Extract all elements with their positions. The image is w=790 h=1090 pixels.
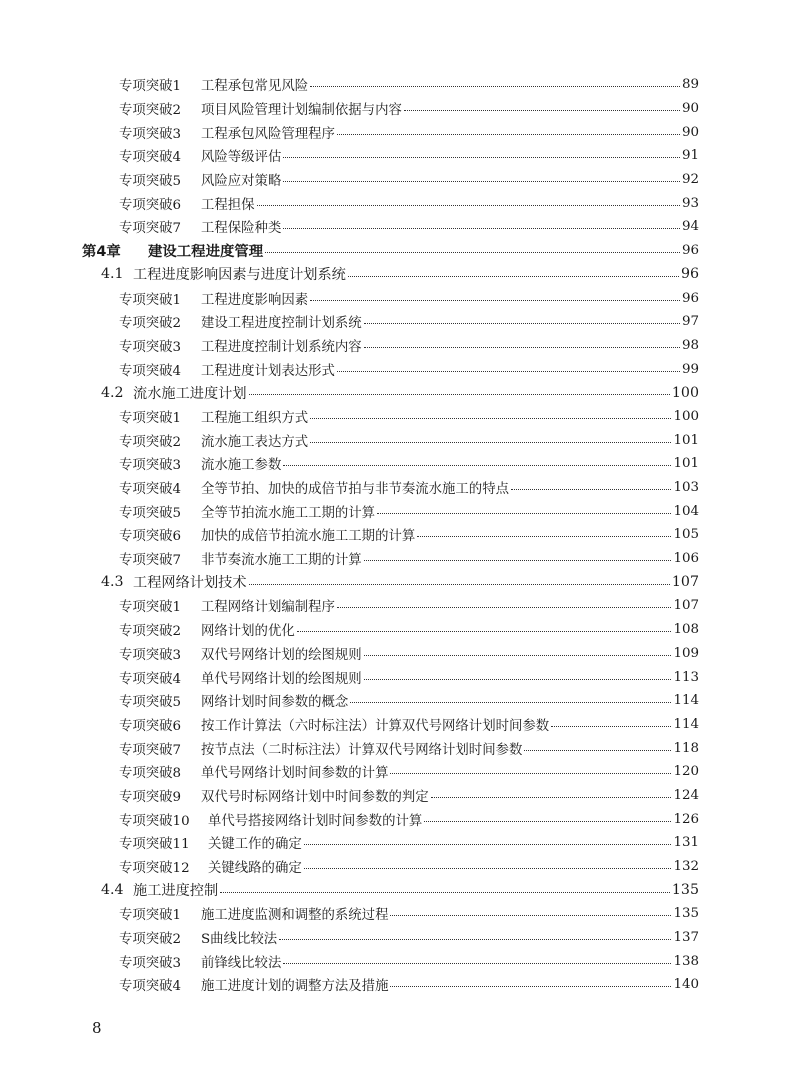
toc-leader-dots	[279, 939, 671, 940]
toc-leader-dots	[249, 394, 670, 395]
toc-leader-dots	[310, 300, 680, 301]
toc-entry-number: 专项突破7	[119, 742, 182, 758]
toc-entry-title: 按工作计算法（六时标注法）计算双代号网络计划时间参数	[201, 718, 550, 734]
toc-leader-dots	[364, 347, 680, 348]
toc-entry-title: 关键线路的确定	[208, 861, 302, 877]
toc-section-entry[interactable]	[0, 263, 790, 287]
toc-entry-page: 140	[673, 977, 699, 993]
toc-entry-number: 专项突破9	[119, 789, 182, 805]
toc-leader-dots	[337, 371, 680, 372]
toc-entry-page: 105	[673, 527, 699, 543]
toc-entry-title: 全等节拍流水施工工期的计算	[201, 505, 376, 521]
toc-entry-page: 118	[673, 740, 699, 756]
toc-entry-title: 工程进度影响因素与进度计划系统	[133, 267, 346, 284]
toc-leader-dots	[364, 655, 672, 656]
toc-entry-title: S曲线比较法	[201, 932, 278, 948]
toc-entry-page: 107	[673, 598, 699, 614]
toc-leader-dots	[524, 750, 671, 751]
toc-entry-page: 99	[681, 361, 699, 377]
toc-entry-number: 专项突破3	[119, 955, 182, 971]
toc-entry-label	[119, 668, 362, 687]
toc-topic-entry[interactable]	[0, 499, 790, 523]
toc-entry-number: 专项突破6	[119, 529, 182, 545]
toc-entry-page: 114	[673, 716, 699, 732]
toc-entry-number: 专项突破2	[119, 624, 182, 640]
toc-topic-entry[interactable]	[0, 452, 790, 476]
toc-leader-dots	[304, 868, 672, 869]
toc-leader-dots	[283, 963, 671, 964]
toc-leader-dots	[297, 631, 672, 632]
toc-entry-title: 风险应对策略	[201, 174, 282, 190]
toc-entry-label	[119, 289, 308, 308]
toc-topic-entry[interactable]	[0, 760, 790, 784]
toc-entry-page: 93	[681, 195, 699, 211]
toc-entry-title: 施工进度控制	[133, 883, 219, 900]
toc-entry-number: 4.1	[101, 266, 124, 283]
toc-entry-title: 工程进度控制计划系统内容	[201, 339, 362, 355]
toc-leader-dots	[417, 536, 671, 537]
toc-entry-label	[119, 525, 415, 544]
toc-entry-number: 专项突破4	[119, 979, 182, 995]
toc-entry-page: 96	[680, 266, 699, 283]
toc-entry-number: 专项突破3	[119, 126, 182, 142]
toc-entry-page: 100	[673, 408, 699, 424]
toc-leader-dots	[265, 252, 680, 253]
toc-topic-entry[interactable]	[0, 949, 790, 973]
toc-entry-title: 网络计划时间参数的概念	[201, 695, 349, 711]
toc-entry-number: 专项突破6	[119, 197, 182, 213]
toc-leader-dots	[310, 86, 680, 87]
toc-entry-number: 专项突破11	[119, 837, 190, 853]
toc-leader-dots	[431, 797, 672, 798]
toc-topic-entry[interactable]	[0, 713, 790, 737]
toc-entry-page: 97	[681, 314, 699, 330]
toc-topic-entry[interactable]	[0, 973, 790, 997]
toc-topic-entry[interactable]	[0, 784, 790, 808]
toc-topic-entry[interactable]	[0, 926, 790, 950]
toc-entry-page: 126	[673, 811, 699, 827]
toc-entry-title: 流水施工参数	[201, 458, 282, 474]
toc-entry-page: 92	[681, 172, 699, 188]
toc-entry-label	[119, 146, 281, 165]
toc-leader-dots	[350, 702, 671, 703]
toc-entry-page: 137	[673, 930, 699, 946]
toc-entry-label	[101, 572, 247, 592]
toc-entry-title: 工程网络计划技术	[133, 575, 247, 592]
toc-entry-label	[119, 857, 302, 876]
toc-topic-entry[interactable]	[0, 334, 790, 358]
toc-leader-dots	[404, 110, 680, 111]
toc-entry-label	[119, 75, 308, 94]
toc-entry-label	[82, 240, 263, 261]
toc-topic-entry[interactable]	[0, 476, 790, 500]
toc-leader-dots	[310, 418, 671, 419]
toc-leader-dots	[283, 228, 680, 229]
toc-entry-label	[101, 264, 346, 284]
toc-entry-label	[101, 383, 247, 403]
toc-entry-title: 流水施工进度计划	[133, 385, 247, 402]
toc-entry-label	[119, 360, 335, 379]
toc-entry-number: 专项突破1	[119, 410, 182, 426]
toc-entry-label	[119, 691, 348, 710]
toc-entry-title: 网络计划的优化	[201, 624, 295, 640]
toc-entry-title: 风险等级评估	[201, 150, 282, 166]
toc-leader-dots	[337, 607, 672, 608]
toc-section-entry[interactable]	[0, 878, 790, 902]
toc-entry-title: 工程担保	[201, 197, 255, 213]
toc-leader-dots	[364, 323, 680, 324]
toc-entry-label	[119, 407, 308, 426]
toc-section-entry[interactable]	[0, 381, 790, 405]
toc-entry-label	[119, 502, 375, 521]
toc-topic-entry[interactable]	[0, 831, 790, 855]
toc-entry-number: 专项突破2	[119, 103, 182, 119]
toc-entry-title: 工程承包常见风险	[201, 79, 309, 95]
toc-entry-page: 131	[673, 835, 699, 851]
toc-entry-label	[119, 904, 388, 923]
toc-entry-label	[119, 431, 308, 450]
toc-entry-label	[119, 194, 255, 213]
toc-entry-label	[119, 620, 295, 639]
toc-entry-label	[119, 952, 281, 971]
toc-entry-title: 建设工程进度管理	[148, 244, 264, 261]
toc-entry-label	[119, 975, 388, 994]
toc-entry-label	[119, 715, 549, 734]
toc-entry-title: 工程承包风险管理程序	[201, 126, 335, 142]
toc-entry-label	[119, 928, 277, 947]
toc-leader-dots	[364, 679, 672, 680]
toc-entry-title: 单代号网络计划的绘图规则	[201, 671, 362, 687]
toc-entry-number: 专项突破1	[119, 79, 182, 95]
toc-leader-dots	[390, 773, 671, 774]
toc-topic-entry[interactable]	[0, 665, 790, 689]
toc-entry-number: 专项突破2	[119, 932, 182, 948]
toc-entry-page: 89	[681, 77, 699, 93]
toc-entry-page: 135	[673, 906, 699, 922]
toc-entry-number: 专项突破5	[119, 505, 182, 521]
toc-entry-title: 工程进度计划表达形式	[201, 363, 335, 379]
toc-entry-page: 90	[681, 101, 699, 117]
toc-entry-title: 前锋线比较法	[201, 955, 282, 971]
toc-leader-dots	[283, 181, 680, 182]
toc-entry-label	[119, 596, 335, 615]
toc-entry-number: 专项突破12	[119, 861, 190, 877]
toc-topic-entry[interactable]	[0, 405, 790, 429]
toc-entry-page: 138	[673, 953, 699, 969]
toc-entry-title: 工程施工组织方式	[201, 410, 309, 426]
toc-entry-label	[119, 810, 422, 829]
toc-entry-page: 114	[673, 693, 699, 709]
toc-topic-entry[interactable]	[0, 310, 790, 334]
toc-entry-title: 加快的成倍节拍流水施工工期的计算	[201, 529, 416, 545]
toc-entry-page: 94	[681, 219, 699, 235]
toc-leader-dots	[249, 584, 670, 585]
toc-entry-label	[119, 739, 522, 758]
toc-entry-label	[119, 99, 402, 118]
toc-entry-title: 单代号网络计划时间参数的计算	[201, 766, 389, 782]
toc-leader-dots	[348, 276, 679, 277]
toc-entry-title: 工程网络计划编制程序	[201, 600, 335, 616]
toc-leader-dots	[377, 513, 671, 514]
toc-entry-label	[119, 549, 362, 568]
toc-entry-number: 专项突破5	[119, 174, 182, 190]
toc-topic-entry[interactable]	[0, 689, 790, 713]
toc-entry-page: 91	[681, 148, 699, 164]
toc-entry-number: 专项突破4	[119, 482, 182, 498]
toc-chapter-entry[interactable]	[0, 239, 790, 263]
toc-topic-entry[interactable]	[0, 547, 790, 571]
toc-topic-entry[interactable]	[0, 428, 790, 452]
toc-entry-title: 工程进度影响因素	[201, 292, 309, 308]
toc-entry-label	[119, 454, 281, 473]
toc-entry-title: 建设工程进度控制计划系统	[201, 316, 362, 332]
toc-entry-page: 101	[673, 456, 699, 472]
toc-entry-page: 107	[671, 574, 699, 591]
toc-entry-page: 106	[673, 551, 699, 567]
toc-entry-page: 96	[681, 243, 699, 259]
toc-entry-label	[119, 123, 335, 142]
toc-entry-title: 关键工作的确定	[208, 837, 302, 853]
toc-topic-entry[interactable]	[0, 168, 790, 192]
toc-entry-title: 全等节拍、加快的成倍节拍与非节奏流水施工的特点	[201, 482, 509, 498]
toc-leader-dots	[310, 442, 671, 443]
toc-entry-number: 专项突破2	[119, 434, 182, 450]
toc-entry-title: 按节点法（二时标注法）计算双代号网络计划时间参数	[201, 742, 523, 758]
toc-topic-entry[interactable]	[0, 523, 790, 547]
toc-entry-number: 专项突破1	[119, 292, 182, 308]
toc-entry-page: 132	[673, 859, 699, 875]
toc-entry-label	[101, 880, 218, 900]
toc-entry-page: 96	[681, 290, 699, 306]
toc-entry-title: 非节奏流水施工工期的计算	[201, 553, 362, 569]
toc-leader-dots	[283, 465, 671, 466]
toc-entry-number: 4.2	[101, 384, 124, 401]
toc-topic-entry[interactable]	[0, 855, 790, 879]
toc-entry-label	[119, 478, 509, 497]
toc-topic-entry[interactable]	[0, 594, 790, 618]
toc-leader-dots	[304, 844, 672, 845]
toc-entry-label	[119, 786, 429, 805]
toc-entry-number: 第4章	[82, 244, 121, 261]
toc-entry-page: 98	[681, 337, 699, 353]
toc-entry-label	[119, 644, 362, 663]
toc-entry-number: 专项突破6	[119, 718, 182, 734]
toc-entry-label	[119, 312, 362, 331]
toc-entry-number: 专项突破4	[119, 150, 182, 166]
toc-entry-page: 120	[673, 764, 699, 780]
toc-entry-title: 施工进度监测和调整的系统过程	[201, 908, 389, 924]
toc-entry-number: 专项突破3	[119, 339, 182, 355]
toc-topic-entry[interactable]	[0, 286, 790, 310]
toc-entry-title: 施工进度计划的调整方法及措施	[201, 979, 389, 995]
toc-entry-number: 专项突破4	[119, 363, 182, 379]
toc-leader-dots	[337, 134, 680, 135]
toc-entry-number: 专项突破10	[119, 813, 190, 829]
toc-topic-entry[interactable]	[0, 120, 790, 144]
toc-entry-page: 104	[673, 503, 699, 519]
toc-entry-page: 100	[671, 384, 699, 401]
toc-topic-entry[interactable]	[0, 73, 790, 97]
toc-entry-title: 流水施工表达方式	[201, 434, 309, 450]
toc-entry-number: 专项突破8	[119, 766, 182, 782]
toc-entry-number: 专项突破7	[119, 221, 182, 237]
toc-entry-title: 工程保险种类	[201, 221, 282, 237]
toc-leader-dots	[283, 157, 680, 158]
toc-entry-number: 专项突破1	[119, 908, 182, 924]
toc-leader-dots	[551, 726, 671, 727]
toc-topic-entry[interactable]	[0, 736, 790, 760]
toc-leader-dots	[424, 821, 671, 822]
toc-entry-label	[119, 217, 281, 236]
toc-leader-dots	[220, 892, 670, 893]
toc-topic-entry[interactable]	[0, 618, 790, 642]
toc-entry-page: 109	[673, 645, 699, 661]
toc-topic-entry[interactable]	[0, 97, 790, 121]
toc-entry-title: 单代号搭接网络计划时间参数的计算	[208, 813, 423, 829]
table-of-contents	[0, 73, 790, 997]
toc-leader-dots	[390, 915, 671, 916]
toc-leader-dots	[364, 560, 672, 561]
toc-entry-page: 108	[673, 622, 699, 638]
page-number: 8	[92, 1019, 102, 1037]
toc-topic-entry[interactable]	[0, 215, 790, 239]
toc-entry-label	[119, 170, 281, 189]
toc-entry-page: 103	[673, 480, 699, 496]
toc-topic-entry[interactable]	[0, 642, 790, 666]
toc-entry-number: 专项突破7	[119, 553, 182, 569]
toc-topic-entry[interactable]	[0, 357, 790, 381]
toc-entry-title: 双代号网络计划的绘图规则	[201, 647, 362, 663]
toc-leader-dots	[511, 489, 671, 490]
toc-section-entry[interactable]	[0, 570, 790, 594]
toc-entry-page: 135	[671, 882, 699, 899]
toc-entry-label	[119, 762, 388, 781]
toc-entry-title: 项目风险管理计划编制依据与内容	[201, 103, 402, 119]
toc-entry-number: 专项突破1	[119, 600, 182, 616]
toc-topic-entry[interactable]	[0, 807, 790, 831]
toc-entry-page: 101	[673, 432, 699, 448]
toc-entry-page: 90	[681, 124, 699, 140]
toc-topic-entry[interactable]	[0, 191, 790, 215]
toc-leader-dots	[257, 205, 680, 206]
toc-entry-title: 双代号时标网络计划中时间参数的判定	[201, 789, 429, 805]
toc-entry-page: 124	[673, 787, 699, 803]
toc-entry-number: 专项突破2	[119, 316, 182, 332]
toc-entry-number: 4.4	[101, 882, 124, 899]
toc-entry-number: 专项突破3	[119, 458, 182, 474]
toc-entry-label	[119, 833, 302, 852]
toc-entry-number: 专项突破4	[119, 671, 182, 687]
toc-entry-number: 专项突破5	[119, 695, 182, 711]
toc-entry-page: 113	[673, 669, 699, 685]
toc-topic-entry[interactable]	[0, 902, 790, 926]
toc-entry-label	[119, 336, 362, 355]
toc-leader-dots	[390, 986, 671, 987]
toc-topic-entry[interactable]	[0, 144, 790, 168]
toc-entry-number: 专项突破3	[119, 647, 182, 663]
toc-entry-number: 4.3	[101, 574, 124, 591]
